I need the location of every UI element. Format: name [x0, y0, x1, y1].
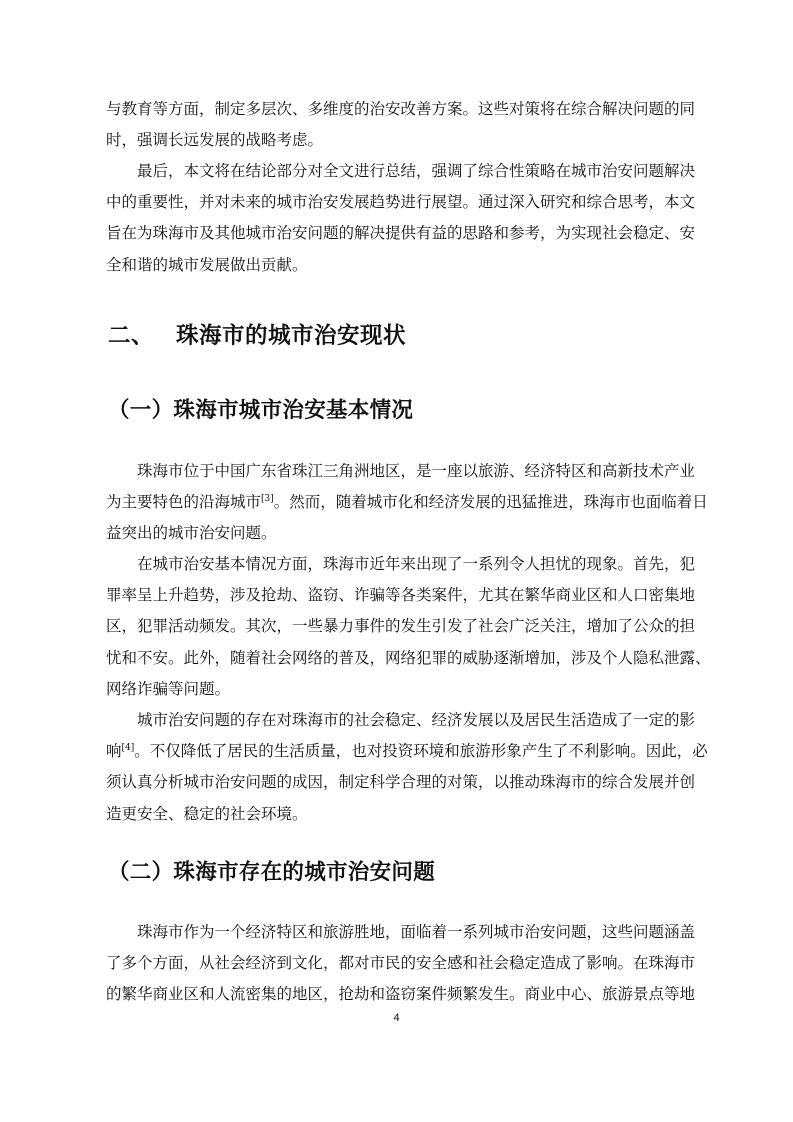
sub1-paragraph-2: [106, 549, 716, 705]
section-title: 珠海市的城市治安现状: [176, 323, 407, 349]
subsection-heading-1: （一）珠海市城市治安基本情况: [108, 398, 414, 423]
sub1-paragraph-1: [106, 456, 716, 550]
intro-paragraph-2: [106, 156, 716, 281]
text-line: 城市治安问题的存在对珠海市的社会稳定、经济发展以及居民生活造成了一定的影: [106, 711, 696, 729]
section-number: 二、: [108, 323, 155, 349]
subsection-heading-2: （二）珠海市存在的城市治安问题: [108, 860, 436, 885]
intro-paragraph-1: [106, 94, 716, 156]
text-run: 。然而，随着城市化和经济发展的迅猛推进，珠海市也面临着日: [273, 493, 708, 512]
text-line: [106, 487, 716, 518]
text-run: 为主要特色的沿海城市: [106, 493, 262, 512]
text-line: 与教育等方面，制定多层次、多维度的治安改善方案。这些对策将在综合解决问题的同: [106, 100, 696, 118]
text-line: 区，犯罪活动频发。其次，一些暴力事件的发生引发了社会广泛关注，增加了公众的担: [106, 617, 696, 636]
text-line: 益突出的城市治安问题。: [106, 524, 277, 543]
text-run: 响: [106, 742, 122, 761]
text-line: 了多个方面，从社会经济到文化，都对市民的安全感和社会稳定造成了影响。在珠海市: [106, 954, 696, 973]
section-heading: [108, 318, 406, 350]
text-line: 须认真分析城市治安问题的成因，制定科学合理的对策，以推动珠海市的综合发展并创: [106, 773, 696, 792]
citation-ref: [4]: [121, 743, 135, 754]
text-line: 的繁华商业区和人流密集的地区，抢劫和盗窃案件频繁发生。商业中心、旅游景点等地: [106, 985, 696, 1004]
text-line: [106, 736, 716, 767]
text-line: 中的重要性，并对未来的城市治安发展趋势进行展望。通过深入研究和综合思考，本文: [106, 193, 696, 212]
text-line: 忧和不安。此外，随着社会网络的普及，网络犯罪的威胁逐渐增加，涉及个人隐私泄露、: [106, 648, 711, 667]
text-line: 罪率呈上升趋势，涉及抢劫、盗窃、诈骗等各类案件，尤其在繁华商业区和人口密集地: [106, 586, 696, 605]
citation-ref: [3]: [261, 494, 274, 505]
sub1-paragraph-3: [106, 705, 716, 830]
text-line: 最后，本文将在结论部分对全文进行总结，强调了综合性策略在城市治安问题解决: [106, 162, 696, 180]
text-line: 网络诈骗等问题。: [106, 679, 231, 698]
text-line: 珠海市作为一个经济特区和旅游胜地，面临着一系列城市治安问题，这些问题涵盖: [106, 923, 696, 941]
text-line: 在城市治安基本情况方面，珠海市近年来出现了一系列令人担忧的现象。首先，犯: [106, 555, 696, 573]
page-number: 4: [393, 1012, 400, 1024]
text-line: 时，强调长远发展的战略考虑。: [106, 131, 324, 150]
text-line: 造更安全、稳定的社会环境。: [106, 804, 308, 823]
text-line: 旨在为珠海市及其他城市治安问题的解决提供有益的思路和参考，为实现社会稳定、安: [106, 224, 696, 243]
text-run: 。不仅降低了居民的生活质量，也对投资环境和旅游形象产生了不利影响。因此，必: [134, 742, 708, 761]
text-line: 全和谐的城市发展做出贡献。: [106, 255, 308, 274]
text-line: 珠海市位于中国广东省珠江三角洲地区，是一座以旅游、经济特区和高新技术产业: [106, 462, 696, 480]
sub2-paragraph-1: [106, 917, 716, 1011]
